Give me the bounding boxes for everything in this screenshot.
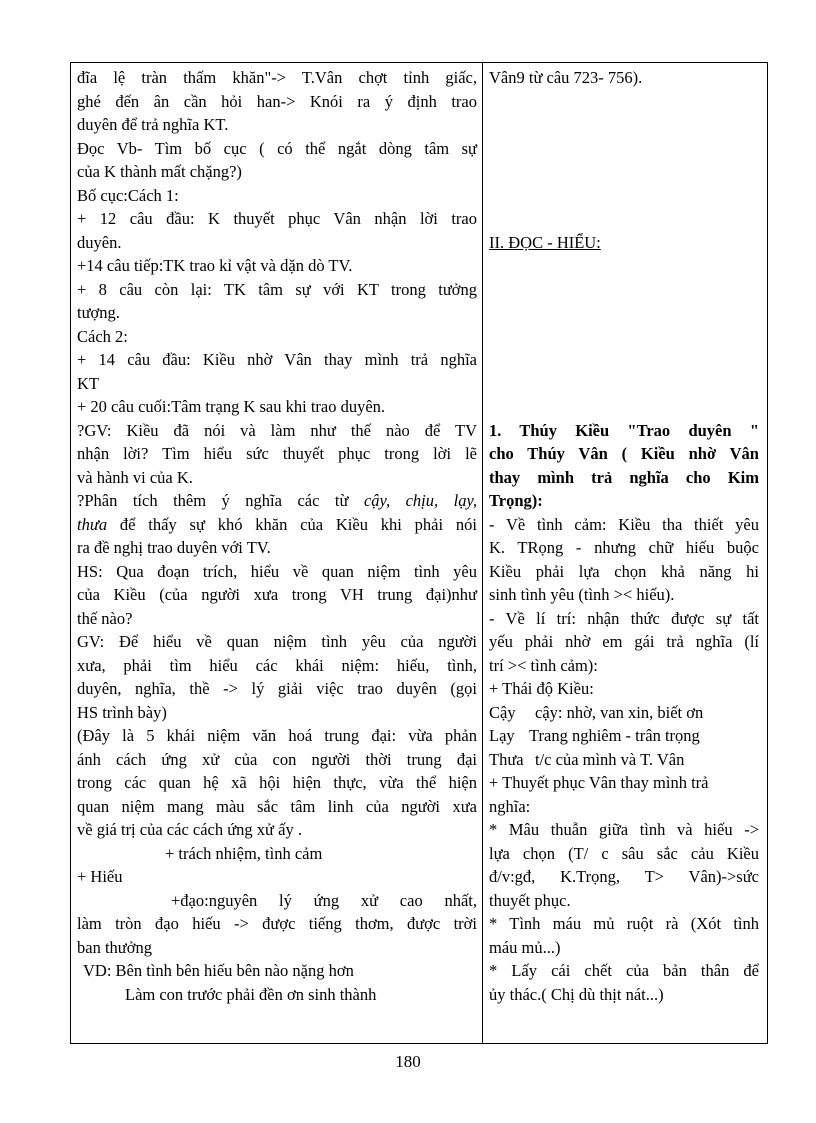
subheading-line: Trọng): bbox=[489, 491, 543, 510]
word-desc: cậy: nhờ, van xin, biết ơn bbox=[535, 702, 704, 722]
word-label: Thưa bbox=[489, 749, 524, 769]
left-line: duyên để trả nghĩa KT. bbox=[77, 115, 229, 134]
left-line: +14 câu tiếp:TK trao kỉ vật và dặn dò TV. bbox=[77, 256, 353, 275]
left-line: +đạo:nguyên lý ứng xử cao nhất, bbox=[171, 890, 477, 910]
left-line: ban thưởng bbox=[77, 937, 152, 957]
tail-line: máu mủ...) bbox=[489, 937, 561, 957]
word-row bbox=[489, 748, 759, 772]
left-line: + Hiếu bbox=[77, 867, 123, 886]
left-line: và hành vi của K. bbox=[77, 467, 193, 487]
tail-line: * Tình máu mủ ruột rà (Xót tình bbox=[489, 914, 759, 933]
body-line: sinh tình yêu (tình >< hiếu). bbox=[489, 585, 675, 604]
left-line: Làm con trước phải đền ơn sinh thành bbox=[125, 984, 377, 1004]
right-column bbox=[489, 66, 759, 1006]
tail-line: đ/v:gđ, K.Trọng, T> Vân)->sức bbox=[489, 867, 759, 886]
tail-line: * Mâu thuẫn giữa tình và hiếu -> bbox=[489, 820, 759, 839]
left-line: (Đây là 5 khái niệm văn hoá trung đại: vừa phản bbox=[77, 726, 477, 745]
left-line: xưa, phải tìm hiểu các khái niệm: hiếu, tình, bbox=[77, 655, 477, 675]
left-column bbox=[77, 66, 477, 1006]
left-line: nhận lời? Tìm hiểu sức thuyết phục trong lời lẽ bbox=[77, 444, 477, 463]
word-label: Lạy bbox=[489, 726, 515, 745]
subheading-line: cho Thúy Vân ( Kiều nhờ Vân bbox=[489, 444, 759, 463]
two-column-table bbox=[70, 62, 768, 1044]
left-line: + 12 câu đầu: K thuyết phục Vân nhận lời trao bbox=[77, 209, 477, 228]
body-line: + Thái độ Kiều: bbox=[489, 679, 594, 698]
tail-line: thuyết phục. bbox=[489, 890, 571, 910]
ref-line: Vân9 từ câu 723- 756). bbox=[489, 68, 643, 87]
body-line: - Về lí trí: nhận thức được sự tất bbox=[489, 608, 759, 628]
word-label: Cậy bbox=[489, 702, 516, 722]
left-line: GV: Để hiểu về quan niệm tình yêu của người bbox=[77, 632, 477, 651]
left-line: ánh cách ứng xử của con người thời trung đại bbox=[77, 749, 477, 769]
left-line: + 20 câu cuối:Tâm trạng K sau khi trao duyên. bbox=[77, 397, 386, 416]
mixed-italic2: thưa bbox=[77, 514, 108, 534]
subheading-line: 1. Thúy Kiều "Trao duyên " bbox=[489, 420, 759, 440]
tail-line: ủy thác.( Chị dù thịt nát...) bbox=[489, 984, 664, 1004]
page-number: 180 bbox=[395, 1052, 421, 1071]
left-line: Đọc Vb- Tìm bố cục ( có thể ngắt dòng tâm sự bbox=[77, 138, 477, 158]
left-line: Cách 2: bbox=[77, 326, 128, 346]
mixed-italic: cậy, chịu, lạy, bbox=[363, 491, 477, 510]
left-line: tượng. bbox=[77, 303, 120, 322]
left-line: Bố cục:Cách 1: bbox=[77, 185, 179, 205]
left-line: duyên, nghĩa, thề -> lý giải việc trao duyên (gọi bbox=[77, 679, 477, 698]
left-line-mixed bbox=[77, 489, 477, 513]
body-line: K. TRọng - nhưng chữ hiếu buộc bbox=[489, 538, 759, 557]
left-line: của Kiều (của người xưa trong VH trung đại)như bbox=[77, 585, 477, 604]
left-line: ?GV: Kiều đã nói và làm như thế nào để TV bbox=[77, 420, 477, 440]
left-line: HS trình bày) bbox=[77, 702, 167, 722]
left-line-mixed bbox=[77, 513, 477, 537]
word-desc: Trang nghiêm - trân trọng bbox=[529, 726, 700, 745]
section-heading bbox=[489, 231, 759, 255]
tail-line: + Thuyết phục Vân thay mình trả bbox=[489, 773, 709, 792]
left-line: ra đề nghị trao duyên với TV. bbox=[77, 538, 271, 557]
section-heading-text: II. ĐỌC - HIỂU: bbox=[489, 232, 601, 252]
word-row bbox=[489, 724, 759, 748]
tail-line: * Lấy cái chết của bản thân để bbox=[489, 961, 759, 980]
left-line: về giá trị của các cách ứng xử ấy . bbox=[77, 820, 302, 839]
left-line: + 14 câu đầu: Kiều nhờ Vân thay mình trả nghĩa bbox=[77, 350, 477, 369]
tail-line: nghĩa: bbox=[489, 796, 531, 816]
left-line: VD: Bên tình bên hiếu bên nào nặng hơn bbox=[83, 961, 354, 980]
left-line: của K thành mất chặng?) bbox=[77, 162, 242, 181]
left-line: KT bbox=[77, 373, 99, 393]
left-line: + trách nhiệm, tình cảm bbox=[165, 843, 323, 863]
left-line: duyên. bbox=[77, 232, 122, 252]
body-line: yếu phải nhờ em gái trả nghĩa (lí bbox=[489, 632, 759, 651]
body-line: - Về tình cảm: Kiều tha thiết yêu bbox=[489, 514, 759, 534]
body-line: trí >< tình cảm): bbox=[489, 655, 598, 675]
mixed-pre: ?Phân tích thêm ý nghĩa các từ bbox=[77, 491, 364, 510]
word-row bbox=[489, 701, 759, 725]
left-line: ghé đến ân cần hỏi han-> Knói ra ý định trao bbox=[77, 91, 477, 111]
body-line: Kiều phải lựa chọn khả năng hi bbox=[489, 561, 759, 581]
column-divider bbox=[482, 63, 483, 1043]
left-line: quan niệm mang màu sắc tâm linh của người xưa bbox=[77, 796, 477, 816]
left-line: trong các quan hệ xã hội hiện thực, vừa thể hiện bbox=[77, 773, 477, 792]
left-line: đĩa lệ tràn thấm khăn"-> T.Vân chợt tỉnh giấc, bbox=[77, 68, 477, 87]
tail-line: lựa chọn (T/ c sâu sắc cảu Kiều bbox=[489, 843, 759, 863]
mixed-post: để thấy sự khó khăn của Kiều khi phải nói bbox=[107, 514, 477, 534]
left-line: HS: Qua đoạn trích, hiểu về quan niệm tình yêu bbox=[77, 561, 477, 581]
subheading-line: thay mình trả nghĩa cho Kim bbox=[489, 467, 759, 487]
left-line: + 8 câu còn lại: TK tâm sự với KT trong tưởng bbox=[77, 279, 477, 299]
left-line: thế nào? bbox=[77, 608, 133, 628]
left-line: làm tròn đạo hiếu -> được tiếng thơm, được trời bbox=[77, 914, 477, 933]
word-desc: t/c của mình và T. Vân bbox=[535, 749, 685, 769]
